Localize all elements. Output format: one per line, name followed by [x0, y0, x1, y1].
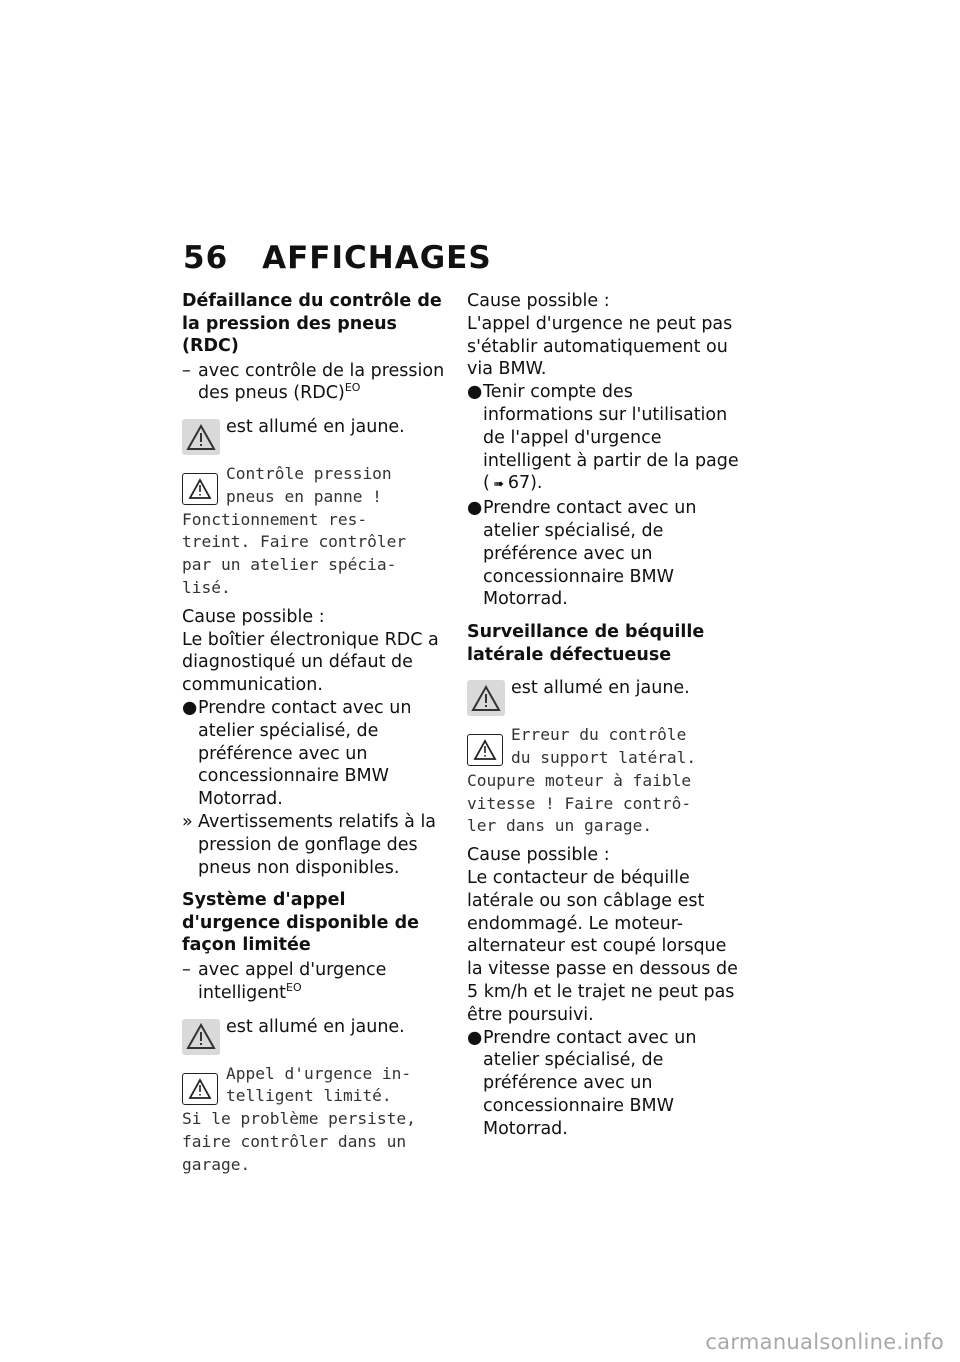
display-message-line: du support latéral. [511, 747, 697, 767]
bullet-marker: ● [467, 1027, 483, 1048]
display-message-head [182, 463, 447, 509]
result-arrow-icon: » [182, 812, 193, 833]
display-message-line: Si le problème persiste, [182, 1109, 416, 1129]
page-header [183, 240, 492, 276]
equipment-option-mark: EO [286, 980, 302, 994]
display-message-lines [226, 463, 392, 509]
condition-line-rdc [182, 360, 447, 406]
result-line [182, 811, 447, 879]
bullet-marker: ● [182, 698, 198, 719]
bullet-text: Prendre contact avec un atelier spécialisé, de préférence avec un concessionnaire BMW Motorrad. [483, 1027, 697, 1139]
display-message-line: par un atelier spécia- [182, 555, 397, 575]
action-bullet [182, 697, 447, 811]
cause-label: Cause possible : [467, 291, 610, 311]
page-reference-arrow-icon: ➠ [493, 477, 505, 493]
display-message-line: Fonctionnement res- [182, 509, 368, 529]
warning-triangle-icon [182, 1073, 218, 1105]
warning-triangle-icon [182, 1019, 220, 1055]
cause-text: L'appel d'urgence ne peut pas s'établir automatiquement ou via BMW. [467, 313, 733, 380]
page-reference[interactable]: ( ➠ 67). [483, 473, 543, 493]
display-message-line: telligent limité. [226, 1086, 392, 1106]
display-message-line: treint. Faire contrôler [182, 532, 407, 552]
cause-text: Le contacteur de béquille latérale ou son câblage est endommagé. Le moteur-alternateur est coupé lorsque la vitesse passe en dessous de 5 km/h et le trajet ne peut pas être poursuivi. [467, 867, 738, 1025]
cause-text: Le boîtier électronique RDC a diagnostiqué un défaut de communication. [182, 629, 439, 696]
warning-triangle-icon [467, 734, 503, 766]
display-message-line: Appel d'urgence in- [226, 1063, 412, 1083]
cause-label: Cause possible : [182, 606, 325, 627]
display-message-line: Contrôle pression [226, 464, 392, 484]
page-reference-number: 67). [507, 473, 543, 494]
bullet-text: Prendre contact avec un atelier spécialisé, de préférence avec un concessionnaire BMW Motorrad. [198, 698, 412, 810]
left-column [182, 290, 447, 1177]
action-bullet [467, 381, 739, 497]
display-message-line: Coupure moteur à faible [467, 770, 692, 790]
bullet-text: Prendre contact avec un atelier spécialisé, de préférence avec un concessionnaire BMW Motorrad. [483, 498, 697, 610]
condition-text: avec contrôle de la pression des pneus (RDC) [198, 360, 445, 404]
indicator-status-text: est allumé en jaune. [226, 1016, 405, 1037]
display-message-line: ler dans un garage. [467, 816, 653, 836]
display-message-line: faire contrôler dans un [182, 1131, 407, 1151]
action-bullet [467, 497, 739, 611]
dash-marker: – [182, 360, 191, 381]
condition-line-emergency [182, 959, 447, 1005]
result-text: Avertissements relatifs à la pression de gonflage des pneus non disponibles. [198, 812, 437, 878]
dash-marker: – [182, 959, 191, 980]
section-title-side-stand: Surveillance de béquille latérale défectueuse [467, 622, 705, 665]
section-title-rdc-failure: Défaillance du contrôle de la pression des pneus (RDC) [182, 291, 442, 356]
display-message-lines [226, 1063, 411, 1109]
display-message-line: lisé. [182, 578, 231, 598]
cause-label: Cause possible : [467, 845, 610, 866]
bullet-marker: ● [467, 382, 483, 403]
display-message-line: garage. [182, 1154, 251, 1174]
warning-triangle-icon [182, 419, 220, 455]
display-message-rdc [182, 463, 447, 600]
display-message-line: vitesse ! Faire contrô- [467, 793, 692, 813]
warning-triangle-icon [467, 680, 505, 716]
indicator-row [182, 1013, 447, 1055]
section-title-emergency-call: Système d'appel d'urgence disponible de façon limitée [182, 890, 419, 956]
indicator-row [467, 674, 739, 716]
indicator-status-text: est allumé en jaune. [511, 678, 690, 699]
bullet-text: Tenir compte des informations sur l'utilisation de l'appel d'urgence intelligent à partir de la page [483, 382, 739, 471]
chapter-title: AFFICHAGES [262, 240, 492, 276]
display-message-lines [511, 724, 696, 770]
display-message-head [182, 1063, 447, 1109]
action-bullet [467, 1027, 739, 1141]
indicator-row [182, 413, 447, 455]
display-message-emergency [182, 1063, 447, 1177]
display-message-side-stand [467, 724, 739, 838]
right-column [467, 290, 739, 1141]
display-message-line: Erreur du contrôle [511, 725, 687, 745]
page-number: 56 [183, 240, 229, 276]
equipment-option-mark: EO [344, 381, 361, 395]
warning-triangle-icon [182, 473, 218, 505]
condition-text: avec appel d'urgence intelligent [198, 959, 387, 1003]
bullet-marker: ● [467, 498, 483, 519]
indicator-status-text: est allumé en jaune. [226, 417, 405, 438]
display-message-line: pneus en panne ! [226, 486, 382, 506]
site-watermark[interactable]: carmanualsonline.info [705, 1330, 944, 1354]
display-message-head [467, 724, 739, 770]
